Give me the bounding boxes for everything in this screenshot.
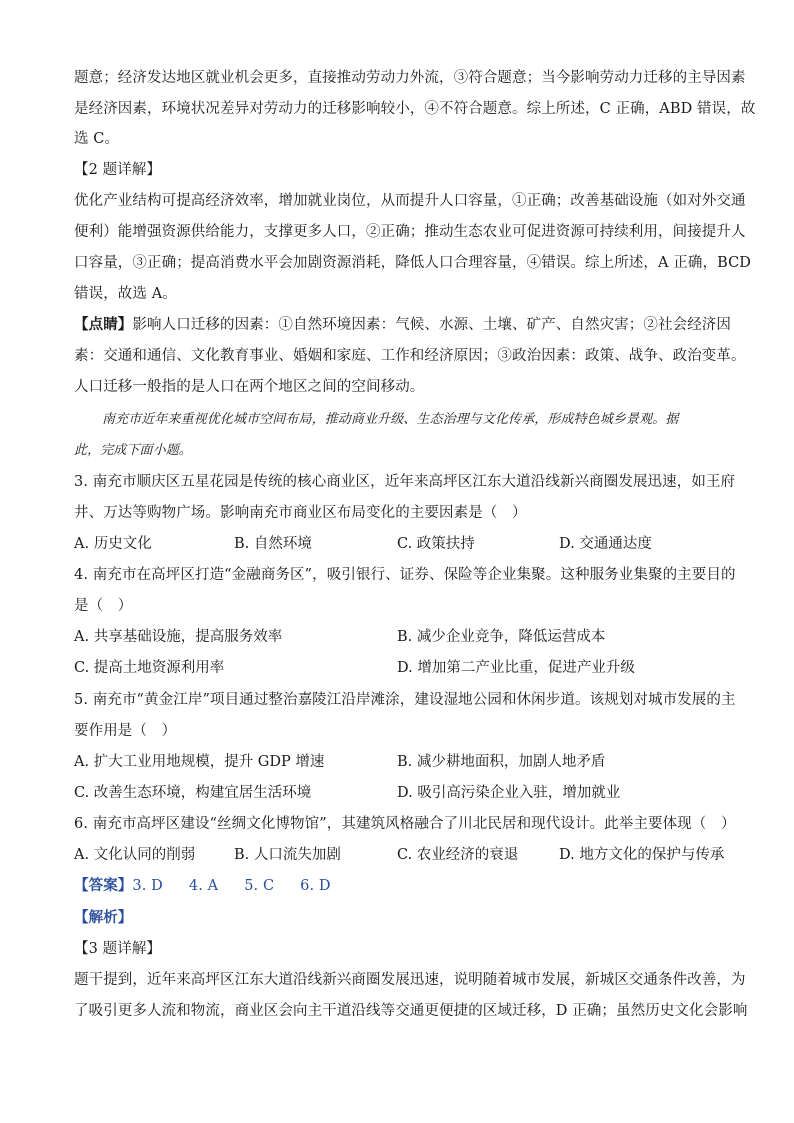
q6-option-b: B. 人口流失加剧	[234, 847, 341, 863]
q5-option-a: A. 扩大工业用地规模，提升 GDP 增速	[74, 754, 325, 770]
tip-line1	[74, 315, 732, 335]
tip-line2: 素：交通和通信、文化教育事业、婚姻和家庭、工作和经济原因；③政治因素：政策、战争、政治变革。	[74, 348, 746, 364]
tip-text-1: 影响人口迁移的因素：①自然环境因素：气候、水源、土壤、矿产、自然灾害；②社会经济因	[132, 317, 732, 333]
q4-option-b: B. 减少企业竞争，降低运营成本	[397, 629, 606, 645]
answer-6: 6. D	[300, 878, 331, 894]
q3-option-d: D. 交通通达度	[559, 536, 652, 552]
q5-option-b: B. 减少耕地面积，加剧人地矛盾	[397, 754, 606, 770]
q4-stem-line1: 4. 南充市在高坪区打造“金融商务区”，吸引银行、证券、保险等企业集聚。这种服务业集聚的主要目的	[74, 567, 736, 583]
q4-stem-line2: 是（ ）	[74, 598, 133, 614]
q4-option-d: D. 增加第二产业比重，促进产业升级	[397, 660, 635, 676]
answer-label: 【答案】	[74, 877, 133, 894]
q3-option-c: C. 政策扶持	[397, 536, 475, 552]
para2-line3: 口容量，③正确；提高消费水平会加剧资源消耗，降低人口合理容量，④错误。综上所述，A 正确，BCD	[74, 255, 752, 271]
q5-stem-line1: 5. 南充市“黄金江岸”项目通过整治嘉陵江沿岸滩涂，建设湿地公园和休闲步道。该规划对城市发展的主	[74, 692, 736, 708]
q6-stem-line1: 6. 南充市高坪区建设“丝绸文化博物馆”，其建筑风格融合了川北民居和现代设计。此举主要体现（ ）	[74, 816, 736, 832]
answer-5: 5. C	[244, 878, 275, 894]
para2-line4: 错误，故选 A。	[74, 286, 177, 302]
answer-line	[74, 876, 720, 896]
para1-line1: 题意；经济发达地区就业机会更多，直接推动劳动力外流，③符合题意；当今影响劳动力迁移的主导因素	[74, 70, 746, 86]
q4-option-a: A. 共享基础设施，提高服务效率	[74, 629, 283, 645]
q3-stem-line2: 井、万达等购物广场。影响南充市商业区布局变化的主要因素是（ ）	[74, 505, 527, 521]
q4-option-c: C. 提高土地资源利用率	[74, 660, 225, 676]
q6-option-a: A. 文化认同的削弱	[74, 847, 196, 863]
q5-option-c: C. 改善生态环境，构建宜居生活环境	[74, 785, 312, 801]
para2-line1: 优化产业结构可提高经济效率，增加就业岗位，从而提升人口容量，①正确；改善基础设施（如对外交通	[74, 193, 746, 209]
q2-detail-heading: 【2 题详解】	[74, 162, 162, 178]
intro-line2: 此，完成下面小题。	[74, 443, 192, 458]
para3-line1: 题干提到，近年来高坪区江东大道沿线新兴商圈发展迅速，说明随着城市发展，新城区交通条件改善，为	[74, 972, 746, 988]
q6-option-d: D. 地方文化的保护与传承	[559, 847, 725, 863]
q6-option-c: C. 农业经济的衰退	[397, 847, 519, 863]
intro-line1: 南充市近年来重视优化城市空间布局，推动商业升级、生态治理与文化传承，形成特色城乡景观。据	[102, 412, 679, 427]
q3-stem-line1: 3. 南充市顺庆区五星花园是传统的核心商业区，近年来高坪区江东大道沿线新兴商圈发展迅速，如王府	[74, 474, 736, 490]
q5-stem-line2: 要作用是（ ）	[74, 723, 177, 739]
q3-option-b: B. 自然环境	[234, 536, 312, 552]
tip-label: 【点睛】	[74, 316, 133, 333]
answer-3: 3. D	[132, 878, 163, 894]
q3-detail-heading: 【3 题详解】	[74, 941, 162, 957]
para1-line3: 选 C。	[74, 131, 120, 147]
para1-line2: 是经济因素，环境状况差异对劳动力的迁移影响较小，④不符合题意。综上所述，C 正确，ABD 错误，故	[74, 101, 756, 117]
analysis-label: 【解析】	[74, 909, 133, 926]
q3-option-a: A. 历史文化	[74, 536, 152, 552]
q5-option-d: D. 吸引高污染企业入驻，增加就业	[397, 785, 621, 801]
para3-line2: 了吸引更多人流和物流，商业区会向主干道沿线等交通更便捷的区域迁移，D 正确；虽然历史文化会影响	[74, 1003, 748, 1019]
tip-line3: 人口迁移一般指的是人口在两个地区之间的空间移动。	[74, 379, 425, 395]
answer-4: 4. A	[188, 878, 219, 894]
para2-line2: 便利）能增强资源供给能力，支撑更多人口，②正确；推动生态农业可促进资源可持续利用，间接提升人	[74, 224, 746, 240]
